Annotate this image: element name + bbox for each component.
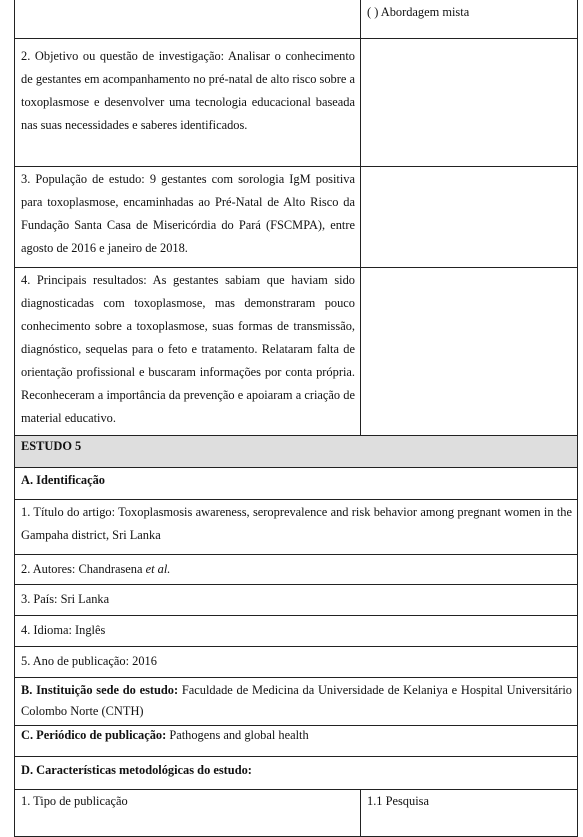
authors-etal: et al. <box>145 562 171 576</box>
approach-option-text: ( ) Abordagem mista <box>367 5 470 19</box>
year-cell <box>15 647 578 678</box>
language-cell <box>15 616 578 647</box>
population-text: 3. População de estudo: 9 gestantes com sorologia IgM positiva para toxoplasmose, encaminhadas ao Pré-Natal de Alto Risco da Fundação Santa Casa de Misericórdia do Pará (FSCMPA), entre agosto de 2016 e janeiro de 2018. <box>21 172 355 255</box>
empty-cell <box>361 167 578 268</box>
pub-type-value-cell <box>361 790 578 837</box>
results-text: 4. Principais resultados: As gestantes sabiam que haviam sido diagnosticadas com toxoplasmose, mas demonstraram pouco conhecimento sobre a toxoplasmose, suas formas de transmissão, diagnóstico, sequelas para o feto e tratamento. Relataram falta de orientação profissional e buscaram informações por conta própria. Reconheceram a importância da prevenção e apoiaram a criação de material educativo. <box>21 273 355 425</box>
objective-text: 2. Objetivo ou questão de investigação: Analisar o conhecimento de gestantes em acompanhamento no pré-natal de alto risco sobre a toxoplasmose e desenvolver uma tecnologia educacional baseada nas suas necessidades e saberes identificados. <box>21 49 355 132</box>
population-cell <box>15 167 361 268</box>
objective-cell <box>15 39 361 167</box>
identification-cell <box>15 468 578 500</box>
pub-type-text: 1. Tipo de publicação <box>21 794 128 808</box>
approach-option-cell <box>361 0 578 39</box>
study-table <box>14 0 578 837</box>
study-heading: ESTUDO 5 <box>21 439 82 453</box>
journal-cell <box>15 726 578 757</box>
methods-label: D. Características metodológicas do estudo: <box>21 763 252 777</box>
table-row <box>15 726 578 757</box>
table-row <box>15 436 578 468</box>
journal-value: Pathogens and global health <box>166 728 309 742</box>
table-row <box>15 555 578 585</box>
table-row <box>15 0 578 39</box>
empty-cell <box>361 268 578 436</box>
identification-label: A. Identificação <box>21 473 105 487</box>
empty-cell <box>15 0 361 39</box>
table-row <box>15 616 578 647</box>
table-row <box>15 167 578 268</box>
language-text: 4. Idioma: Inglês <box>21 623 106 637</box>
authors-text: 2. Autores: Chandrasena <box>21 562 146 576</box>
table-row <box>15 500 578 555</box>
journal-label: C. Periódico de publicação: <box>21 728 167 742</box>
article-title-text: 1. Título do artigo: Toxoplasmosis awareness, seroprevalence and risk behavior among pregnant women in the Gampaha district, Sri Lanka <box>21 505 572 542</box>
authors-cell <box>15 555 578 585</box>
table-row <box>15 468 578 500</box>
institution-label: B. Instituição sede do estudo: <box>21 683 179 697</box>
table-row <box>15 39 578 167</box>
institution-cell <box>15 678 578 726</box>
table-row <box>15 790 578 837</box>
table-row <box>15 268 578 436</box>
pub-type-value: 1.1 Pesquisa <box>367 794 429 808</box>
year-text: 5. Ano de publicação: 2016 <box>21 654 157 668</box>
empty-cell <box>361 39 578 167</box>
table-row <box>15 585 578 616</box>
table-row <box>15 647 578 678</box>
methods-cell <box>15 757 578 790</box>
article-title-cell <box>15 500 578 555</box>
institution-value: Faculdade de Medicina da Universidade de Kelaniya e Hospital Universitário Colombo Norte (CNTH) <box>21 683 572 718</box>
country-cell <box>15 585 578 616</box>
table-row <box>15 678 578 726</box>
study-heading-cell <box>15 436 578 468</box>
pub-type-cell <box>15 790 361 837</box>
country-text: 3. País: Sri Lanka <box>21 592 110 606</box>
results-cell <box>15 268 361 436</box>
table-row <box>15 757 578 790</box>
